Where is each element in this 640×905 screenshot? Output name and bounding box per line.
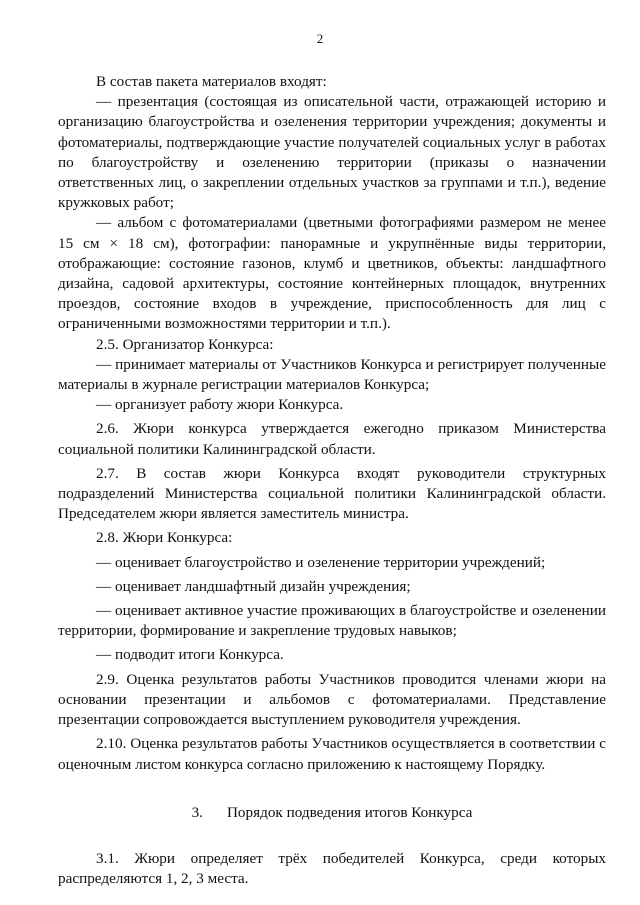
paragraph-2-5: 2.5. Организатор Конкурса: xyxy=(96,335,274,353)
section-heading xyxy=(58,803,606,823)
paragraph-presentation: — презентация (состоящая из описательной части, отражающей историю и организацию благоустройства и озеленения территории учреждения; документы и фотоматериалы, подтверждающие участие получателей социальных услуг в работах по благоустройству и озеленению территории (приказы о назначении ответственных лиц, о закреплении отдельных участков за группами и т.п.), ведение кружковых работ; xyxy=(58,93,606,212)
paragraph-2-10: 2.10. Оценка результатов работы Участников осуществляется в соответствии с оценочным листом конкурса согласно приложению к настоящему Порядку. xyxy=(58,735,606,773)
paragraph-2-8-item-2: — оценивает ландшафтный дизайн учреждения; xyxy=(96,577,411,595)
paragraph-2-5-item-2: — организует работу жюри Конкурса. xyxy=(96,396,344,414)
paragraph-2-8-item-1: — оценивает благоустройство и озеленение территории учреждений; xyxy=(96,553,546,571)
paragraph-2-8: 2.8. Жюри Конкурса: xyxy=(96,529,233,547)
paragraph-materials-intro: В состав пакета материалов входят: xyxy=(96,73,327,90)
page-number: 2 xyxy=(316,31,324,46)
paragraph-3-1: 3.1. Жюри определяет трёх победителей Конкурса, среди которых распределяются 1, 2, 3 места. xyxy=(58,849,606,888)
paragraph-2-9: 2.9. Оценка результатов работы Участников проводится членами жюри на основании презентации и альбомов с фотоматериалами. Представление презентации сопровождается выступлением руководителя учреждения. xyxy=(58,670,606,729)
paragraph-2-7: 2.7. В состав жюри Конкурса входят руководители структурных подразделений Министерства социальной политики Калининградской области. Председателем жюри является заместитель министра. xyxy=(58,464,606,523)
section-title: Порядок подведения итогов Конкурса xyxy=(226,803,473,821)
paragraph-photo-album: — альбом с фотоматериалами (цветными фотографиями размером не менее 15 см × 18 см), фотографии: панорамные и укрупнённые виды территории, отображающие: состояние газонов, клумб и цветников, объекты: ландшафтного дизайна, садовой архитектуры, состояние контейнерных площадок, внутренних проездов, состояние входов в учреждение, приспособленность для лиц с ограниченными возможностями территории и т.п.). xyxy=(58,214,606,333)
paragraph-2-8-item-4: — подводит итоги Конкурса. xyxy=(96,646,284,664)
section-number: 3. xyxy=(191,803,203,821)
document-body xyxy=(58,72,606,889)
paragraph-2-8-item-3: — оценивает активное участие проживающих в благоустройстве и озеленении территории, формирование и закрепление трудовых навыков; xyxy=(58,602,606,640)
paragraph-2-5-item-1: — принимает материалы от Участников Конкурса и регистрирует полученные материалы в журнале регистрации материалов Конкурса; xyxy=(58,355,606,394)
paragraph-2-6: 2.6. Жюри конкурса утверждается ежегодно приказом Министерства социальной политики Калининградской области. xyxy=(58,420,606,458)
